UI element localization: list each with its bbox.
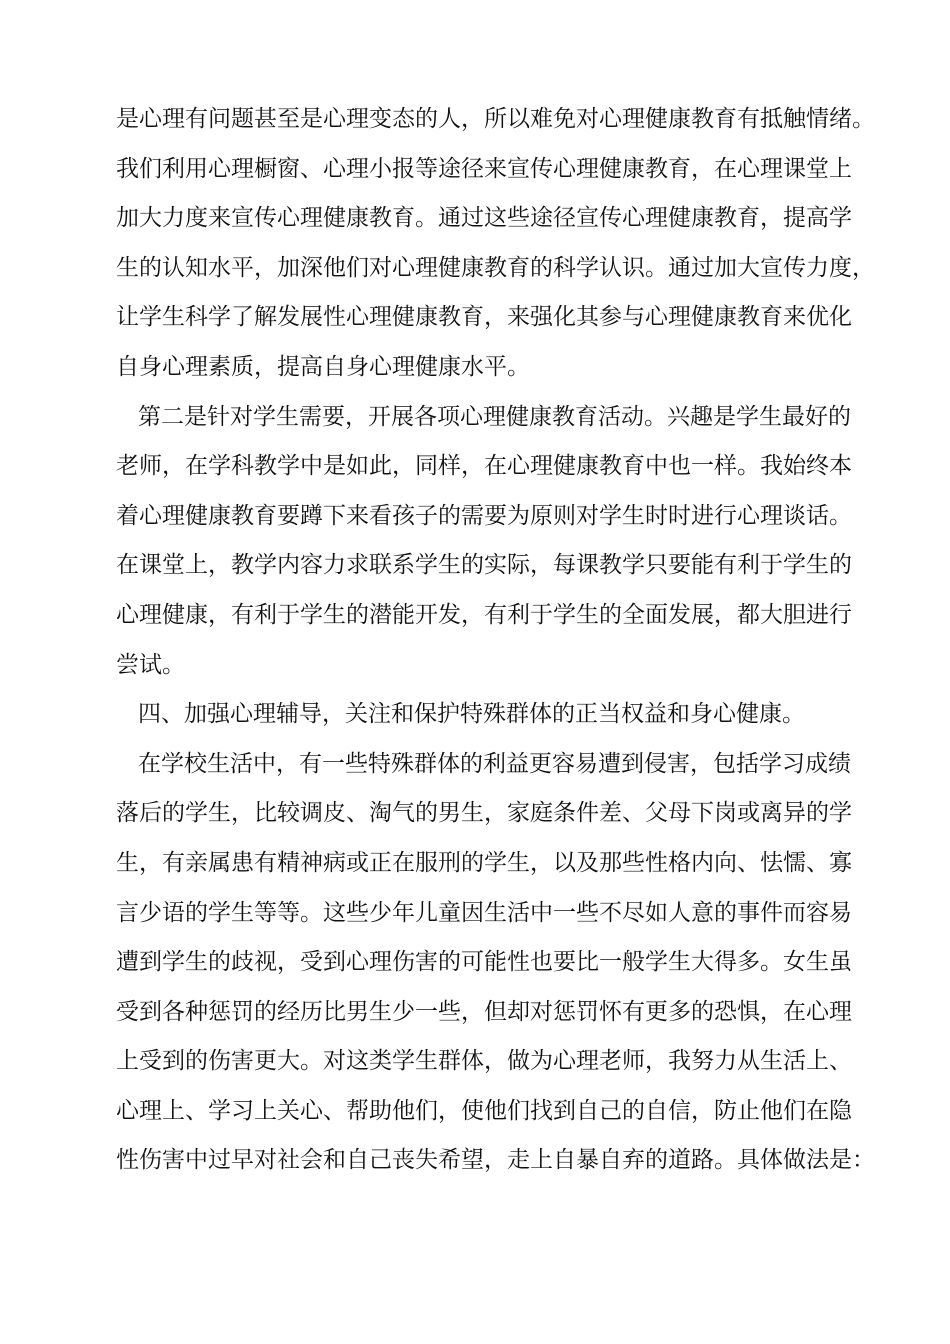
text-line: 加大力度来宣传心理健康教育。通过这些途径宣传心理健康教育，提高学 bbox=[116, 205, 852, 232]
text-line: 着心理健康教育要蹲下来看孩子的需要为原则对学生时时进行心理谈话。 bbox=[116, 502, 852, 529]
text-line: 上受到的伤害更大。对这类学生群体，做为心理老师，我努力从生活上、 bbox=[116, 1048, 852, 1075]
text-line: 是心理有问题甚至是心理变态的人，所以难免对心理健康教育有抵触情绪。 bbox=[116, 106, 875, 132]
text-line: 让学生科学了解发展性心理健康教育，来强化其参与心理健康教育来优化 bbox=[116, 304, 852, 331]
text-line: 生，有亲属患有精神病或正在服刑的学生，以及那些性格内向、怯懦、寡 bbox=[116, 849, 852, 876]
text-line: 性伤害中过早对社会和自己丧失希望，走上自暴自弃的道路。具体做法是： bbox=[116, 1147, 875, 1174]
text-line: 我们利用心理橱窗、心理小报等途径来宣传心理健康教育，在心理课堂上 bbox=[116, 155, 852, 182]
paragraph-start-line: 在学校生活中，有一些特殊群体的利益更容易遭到侵害，包括学习成绩 bbox=[138, 750, 851, 777]
text-line: 心理健康，有利于学生的潜能开发，有利于学生的全面发展，都大胆进行 bbox=[116, 601, 852, 628]
text-line: 老师，在学科教学中是如此，同样，在心理健康教育中也一样。我始终本 bbox=[116, 453, 852, 480]
text-line: 在课堂上，教学内容力求联系学生的实际，每课教学只要能有利于学生的 bbox=[116, 552, 852, 579]
text-line: 遭到学生的歧视，受到心理伤害的可能性也要比一般学生大得多。女生虽 bbox=[116, 949, 852, 976]
text-line: 落后的学生，比较调皮、淘气的男生，家庭条件差、父母下岗或离异的学 bbox=[116, 800, 852, 827]
text-line: 言少语的学生等等。这些少年儿童因生活中一些不尽如人意的事件而容易 bbox=[116, 899, 852, 926]
paragraph-start-line: 第二是针对学生需要，开展各项心理健康教育活动。兴趣是学生最好的 bbox=[138, 403, 851, 430]
text-line: 自身心理素质，提高自身心理健康水平。 bbox=[116, 353, 530, 380]
text-line: 生的认知水平，加深他们对心理健康教育的科学认识。通过加大宣传力度， bbox=[116, 254, 875, 281]
text-line: 心理上、学习上关心、帮助他们，使他们找到自己的自信，防止他们在隐 bbox=[116, 1097, 852, 1124]
text-line: 尝试。 bbox=[116, 651, 185, 678]
section-heading: 四、加强心理辅导，关注和保护特殊群体的正当权益和身心健康。 bbox=[138, 701, 805, 728]
text-line: 受到各种惩罚的经历比男生少一些，但却对惩罚怀有更多的恐惧，在心理 bbox=[116, 998, 852, 1025]
body-text bbox=[116, 95, 875, 1186]
